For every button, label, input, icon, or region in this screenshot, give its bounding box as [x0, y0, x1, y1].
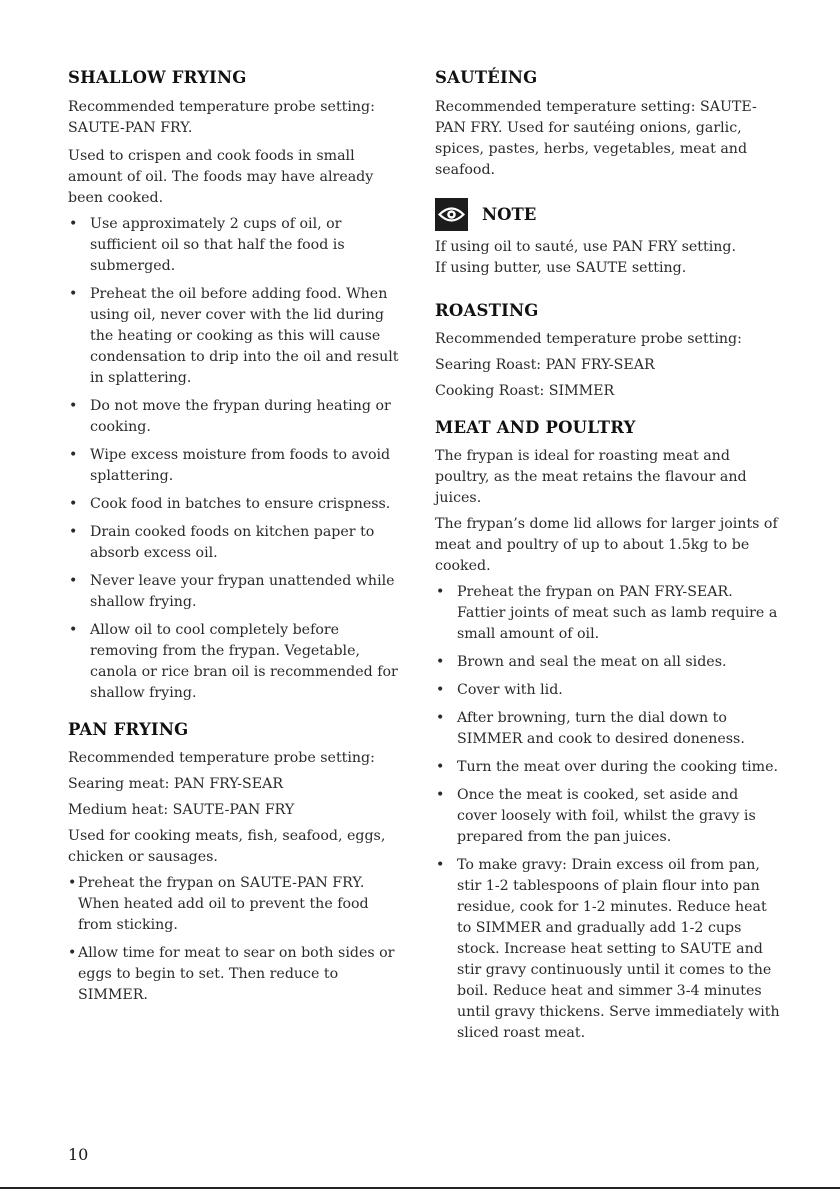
left-column — [68, 66, 402, 1006]
pan-frying-list — [68, 873, 402, 1006]
list-item: • After browning, turn the dial down to SIMMER and cook to desired doneness. — [435, 708, 780, 750]
pan-frying-sear-setting: Searing meat: PAN FRY-SEAR — [68, 776, 284, 792]
list-item: • Preheat the frypan on PAN FRY-SEAR. Fattier joints of meat such as lamb require a small amount of oil. — [435, 582, 780, 645]
list-item: • Preheat the frypan on SAUTE-PAN FRY. When heated add oil to prevent the food from sticking. — [68, 873, 402, 936]
meat-poultry-list — [435, 582, 780, 1044]
eye-icon — [435, 198, 468, 231]
right-column — [435, 66, 780, 1044]
bottom-divider — [0, 1187, 840, 1189]
pan-frying-medium-setting: Medium heat: SAUTE-PAN FRY — [68, 802, 295, 818]
roasting-probe-setting: Recommended temperature probe setting: — [435, 331, 742, 347]
list-item: • Preheat the oil before adding food. When using oil, never cover with the lid during the heating or cooking as this will cause condensation to drip into the oil and result in splattering. — [68, 284, 402, 389]
list-item: • Drain cooked foods on kitchen paper to absorb excess oil. — [68, 522, 402, 564]
shallow-frying-intro: Used to crispen and cook foods in small amount of oil. The foods may have already been cooked. — [68, 148, 374, 206]
list-item: • Never leave your frypan unattended while shallow frying. — [68, 571, 402, 613]
pan-frying-intro: Used for cooking meats, fish, seafood, eggs, chicken or sausages. — [68, 828, 386, 865]
list-item: • Use approximately 2 cups of oil, or sufficient oil so that half the food is submerged. — [68, 214, 402, 277]
page-number: 10 — [68, 1145, 89, 1164]
shallow-frying-probe-setting: Recommended temperature probe setting: SAUTE-PAN FRY. — [68, 99, 375, 136]
roasting-sear-setting: Searing Roast: PAN FRY-SEAR — [435, 357, 655, 373]
list-item: • Allow time for meat to sear on both sides or eggs to begin to set. Then reduce to SIMMER. — [68, 943, 402, 1006]
meat-poultry-lid-info: The frypan’s dome lid allows for larger joints of meat and poultry of up to about 1.5kg to be cooked. — [435, 516, 778, 574]
sauteing-description: Recommended temperature setting: SAUTE- PAN FRY. Used for sautéing onions, garlic, spices, pastes, herbs, vegetables, meat and seafood. — [435, 99, 757, 178]
pan-frying-probe-setting: Recommended temperature probe setting: — [68, 750, 375, 766]
meat-poultry-heading: MEAT AND POULTRY — [435, 418, 636, 437]
roasting-heading: ROASTING — [435, 301, 539, 320]
list-item: • To make gravy: Drain excess oil from pan, stir 1-2 tablespoons of plain flour into pan residue, cook for 1-2 minutes. Reduce heat to SIMMER and gradually add 1-2 cups stock. Increase heat setting to SAUTE and stir gravy continuously until it comes to the boil. Reduce heat and simmer 3-4 minutes until gravy thickens. Serve immediately with sliced roast meat. — [435, 855, 780, 1044]
list-item: • Cover with lid. — [435, 680, 780, 701]
list-item: • Wipe excess moisture from foods to avoid splattering. — [68, 445, 402, 487]
note-oil-text: If using oil to sauté, use PAN FRY setting. — [435, 239, 736, 255]
roasting-cook-setting: Cooking Roast: SIMMER — [435, 383, 615, 399]
list-item: • Brown and seal the meat on all sides. — [435, 652, 780, 673]
list-item: • Allow oil to cool completely before removing from the frypan. Vegetable, canola or rice bran oil is recommended for shallow frying. — [68, 620, 402, 704]
sauteing-heading: SAUTÉING — [435, 68, 538, 87]
meat-poultry-intro: The frypan is ideal for roasting meat and poultry, as the meat retains the flavour and juices. — [435, 448, 747, 506]
list-item: • Do not move the frypan during heating or cooking. — [68, 396, 402, 438]
shallow-frying-list — [68, 214, 402, 704]
note-butter-text: If using butter, use SAUTE setting. — [435, 260, 687, 276]
note-callout — [435, 197, 780, 231]
list-item: • Cook food in batches to ensure crispness. — [68, 494, 402, 515]
pan-frying-heading: PAN FRYING — [68, 720, 189, 739]
shallow-frying-heading: SHALLOW FRYING — [68, 68, 247, 87]
list-item: • Once the meat is cooked, set aside and cover loosely with foil, whilst the gravy is prepared from the pan juices. — [435, 785, 780, 848]
list-item: • Turn the meat over during the cooking time. — [435, 757, 780, 778]
note-label: NOTE — [482, 204, 537, 224]
